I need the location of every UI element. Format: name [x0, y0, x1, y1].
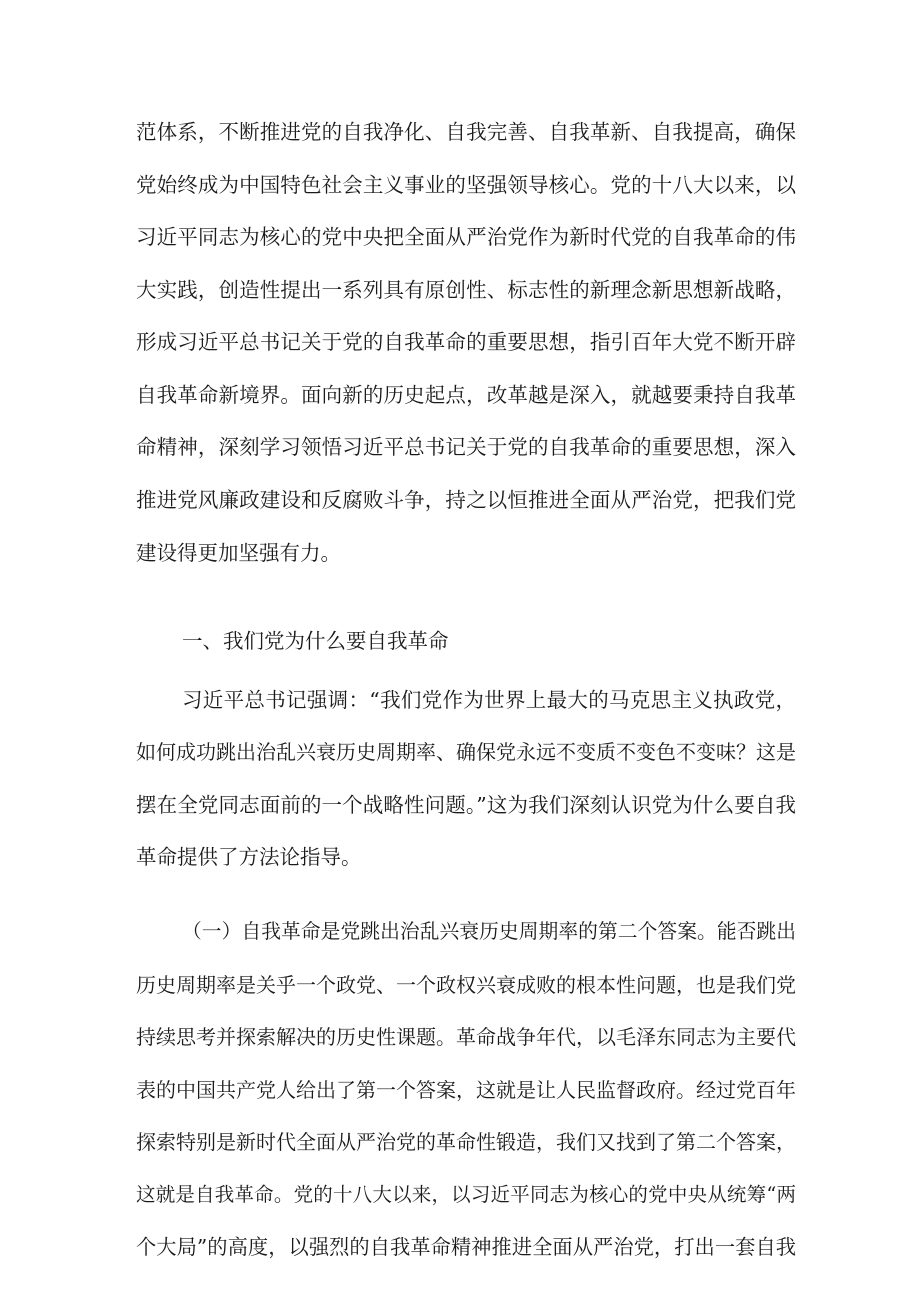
text-line: 命精神，深刻学习领悟习近平总书记关于党的自我革命的重要思想，深入 — [136, 435, 796, 459]
text-line: 如何成功跳出治乱兴衰历史周期率、确保党永远不变质不变色不变味？这是 — [136, 740, 796, 764]
text-line: 习近平总书记强调：“我们党作为世界上最大的马克思主义执政党， — [182, 688, 796, 712]
text-line: 习近平同志为核心的党中央把全面从严治党作为新时代党的自我革命的伟 — [136, 225, 796, 249]
text-line: 党始终成为中国特色社会主义事业的坚强领导核心。党的十八大以来，以 — [136, 173, 796, 197]
text-line: 探索特别是新时代全面从严治党的革命性锻造，我们又找到了第二个答案， — [136, 1130, 796, 1154]
text-line: 自我革命新境界。面向新的历史起点，改革越是深入，就越要秉持自我革 — [136, 383, 796, 407]
text-line: 形成习近平总书记关于党的自我革命的重要思想，指引百年大党不断开辟 — [136, 330, 796, 354]
text-line: 持续思考并探索解决的历史性课题。革命战争年代，以毛泽东同志为主要代 — [136, 1025, 796, 1049]
text-line: 推进党风廉政建设和反腐败斗争，持之以恒推进全面从严治党，把我们党 — [136, 488, 796, 512]
text-line: 革命提供了方法论指导。 — [136, 845, 362, 869]
text-line: 个大局”的高度，以强烈的自我革命精神推进全面从严治党，打出一套自我 — [136, 1235, 796, 1259]
text-line: 表的中国共产党人给出了第一个答案，这就是让人民监督政府。经过党百年 — [136, 1078, 796, 1102]
text-line: 大实践，创造性提出一系列具有原创性、标志性的新理念新思想新战略， — [136, 278, 796, 302]
text-line: 摆在全党同志面前的一个战略性问题。”这为我们深刻认识党为什么要自我 — [136, 793, 796, 817]
text-line: 建设得更加坚强有力。 — [136, 541, 341, 565]
section-heading: 一、我们党为什么要自我革命 — [182, 629, 449, 653]
text-line: 范体系，不断推进党的自我净化、自我完善、自我革新、自我提高，确保 — [136, 120, 796, 144]
text-line: 这就是自我革命。党的十八大以来，以习近平同志为核心的党中央从统筹“两 — [136, 1183, 796, 1206]
text-line: 历史周期率是关乎一个政党、一个政权兴衰成败的根本性问题，也是我们党 — [136, 973, 796, 997]
text-line: （一）自我革命是党跳出治乱兴衰历史周期率的第二个答案。能否跳出 — [182, 920, 796, 943]
